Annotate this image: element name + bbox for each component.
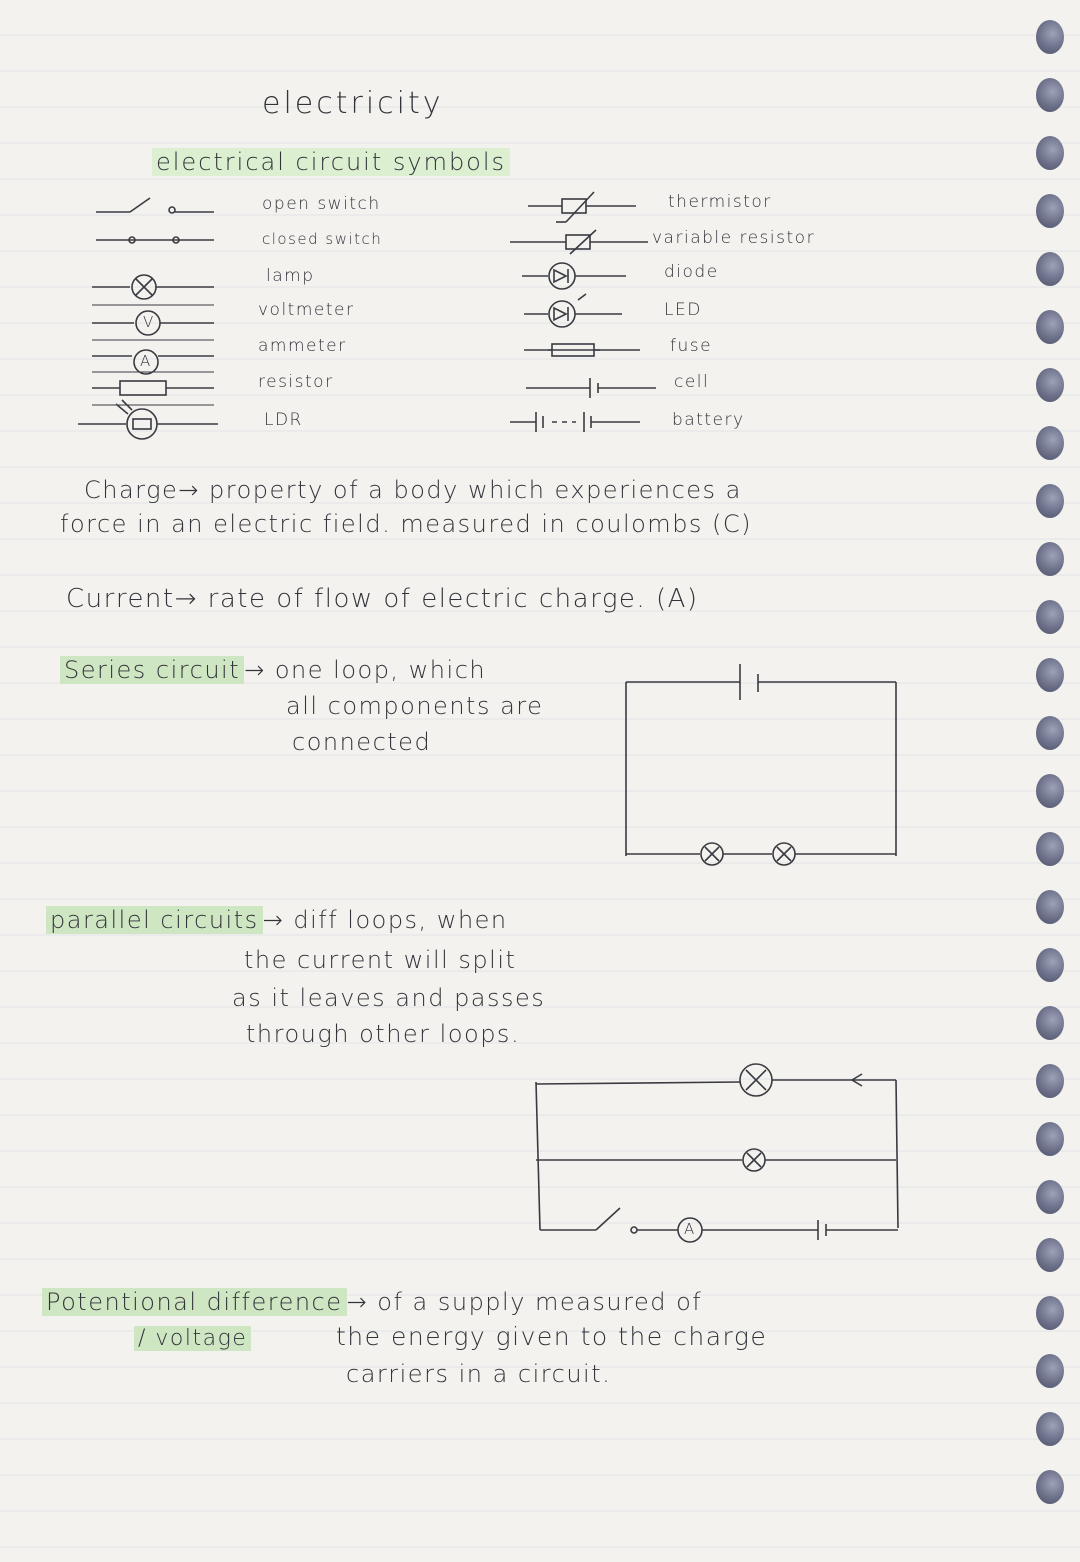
voltmeter-letter: V bbox=[143, 313, 155, 331]
ammeter-icon bbox=[92, 350, 214, 374]
label-ammeter: ammeter bbox=[258, 336, 347, 356]
ammeter-letter: A bbox=[140, 352, 152, 370]
potential-definition-line1 bbox=[42, 1288, 702, 1316]
label-thermistor: thermistor bbox=[668, 192, 772, 212]
series-definition-line3: connected bbox=[292, 728, 432, 756]
potential-text-1: → of a supply measured of bbox=[346, 1288, 703, 1316]
series-term: Series circuit bbox=[60, 656, 244, 684]
series-circuit-diagram bbox=[626, 664, 896, 865]
current-text: → rate of flow of electric charge. (A) bbox=[174, 584, 699, 614]
resistor-icon bbox=[92, 381, 214, 395]
parallel-definition-line2: the current will split bbox=[244, 946, 517, 974]
charge-term: Charge bbox=[84, 476, 179, 504]
voltage-term: / voltage bbox=[134, 1326, 251, 1351]
subtitle-text: electrical circuit symbols bbox=[152, 148, 510, 176]
ldr-icon bbox=[78, 400, 218, 439]
potential-definition-line2: the energy given to the charge bbox=[336, 1322, 768, 1351]
label-voltmeter: voltmeter bbox=[258, 300, 355, 320]
charge-text-1: → property of a body which experiences a bbox=[178, 476, 742, 504]
parallel-ammeter-letter: A bbox=[684, 1220, 696, 1238]
lamp-icon bbox=[92, 275, 214, 299]
series-definition-line2: all components are bbox=[286, 692, 544, 720]
label-led: LED bbox=[664, 300, 702, 320]
label-fuse: fuse bbox=[670, 336, 713, 356]
label-open-switch: open switch bbox=[262, 194, 381, 214]
potential-definition-line3: carriers in a circuit. bbox=[346, 1360, 612, 1388]
label-lamp: lamp bbox=[266, 266, 315, 286]
variable-resistor-icon bbox=[510, 230, 648, 254]
parallel-text-1: → diff loops, when bbox=[262, 906, 508, 934]
charge-definition-line1 bbox=[84, 476, 742, 504]
label-closed-switch: closed switch bbox=[262, 230, 383, 248]
potential-term: Potentional difference bbox=[42, 1288, 347, 1316]
cell-icon bbox=[526, 378, 656, 398]
led-icon bbox=[524, 294, 622, 327]
open-switch-icon bbox=[96, 198, 214, 213]
series-definition-line1 bbox=[60, 656, 486, 684]
current-definition bbox=[66, 584, 699, 614]
label-ldr: LDR bbox=[264, 410, 303, 430]
closed-switch-icon bbox=[96, 237, 214, 243]
diode-icon bbox=[522, 263, 626, 289]
parallel-definition-line4: through other loops. bbox=[246, 1020, 521, 1048]
parallel-term: parallel circuits bbox=[46, 906, 263, 934]
label-variable-resistor: variable resistor bbox=[652, 228, 816, 248]
parallel-definition-line3: as it leaves and passes bbox=[232, 984, 546, 1012]
thermistor-icon bbox=[528, 192, 636, 222]
fuse-icon bbox=[524, 344, 640, 356]
current-term: Current bbox=[66, 584, 175, 614]
series-text-1: → one loop, which bbox=[244, 656, 487, 684]
parallel-definition-line1 bbox=[46, 906, 508, 934]
parallel-circuit-diagram bbox=[536, 1064, 898, 1242]
label-battery: battery bbox=[672, 410, 745, 430]
battery-icon bbox=[510, 412, 640, 432]
label-cell: cell bbox=[674, 372, 710, 392]
page-title: electricity bbox=[262, 86, 444, 121]
charge-definition-line2: force in an electric field. measured in coulombs (C) bbox=[60, 510, 753, 538]
label-diode: diode bbox=[664, 262, 719, 282]
label-resistor: resistor bbox=[258, 372, 334, 392]
voltage-term-line bbox=[134, 1326, 251, 1351]
